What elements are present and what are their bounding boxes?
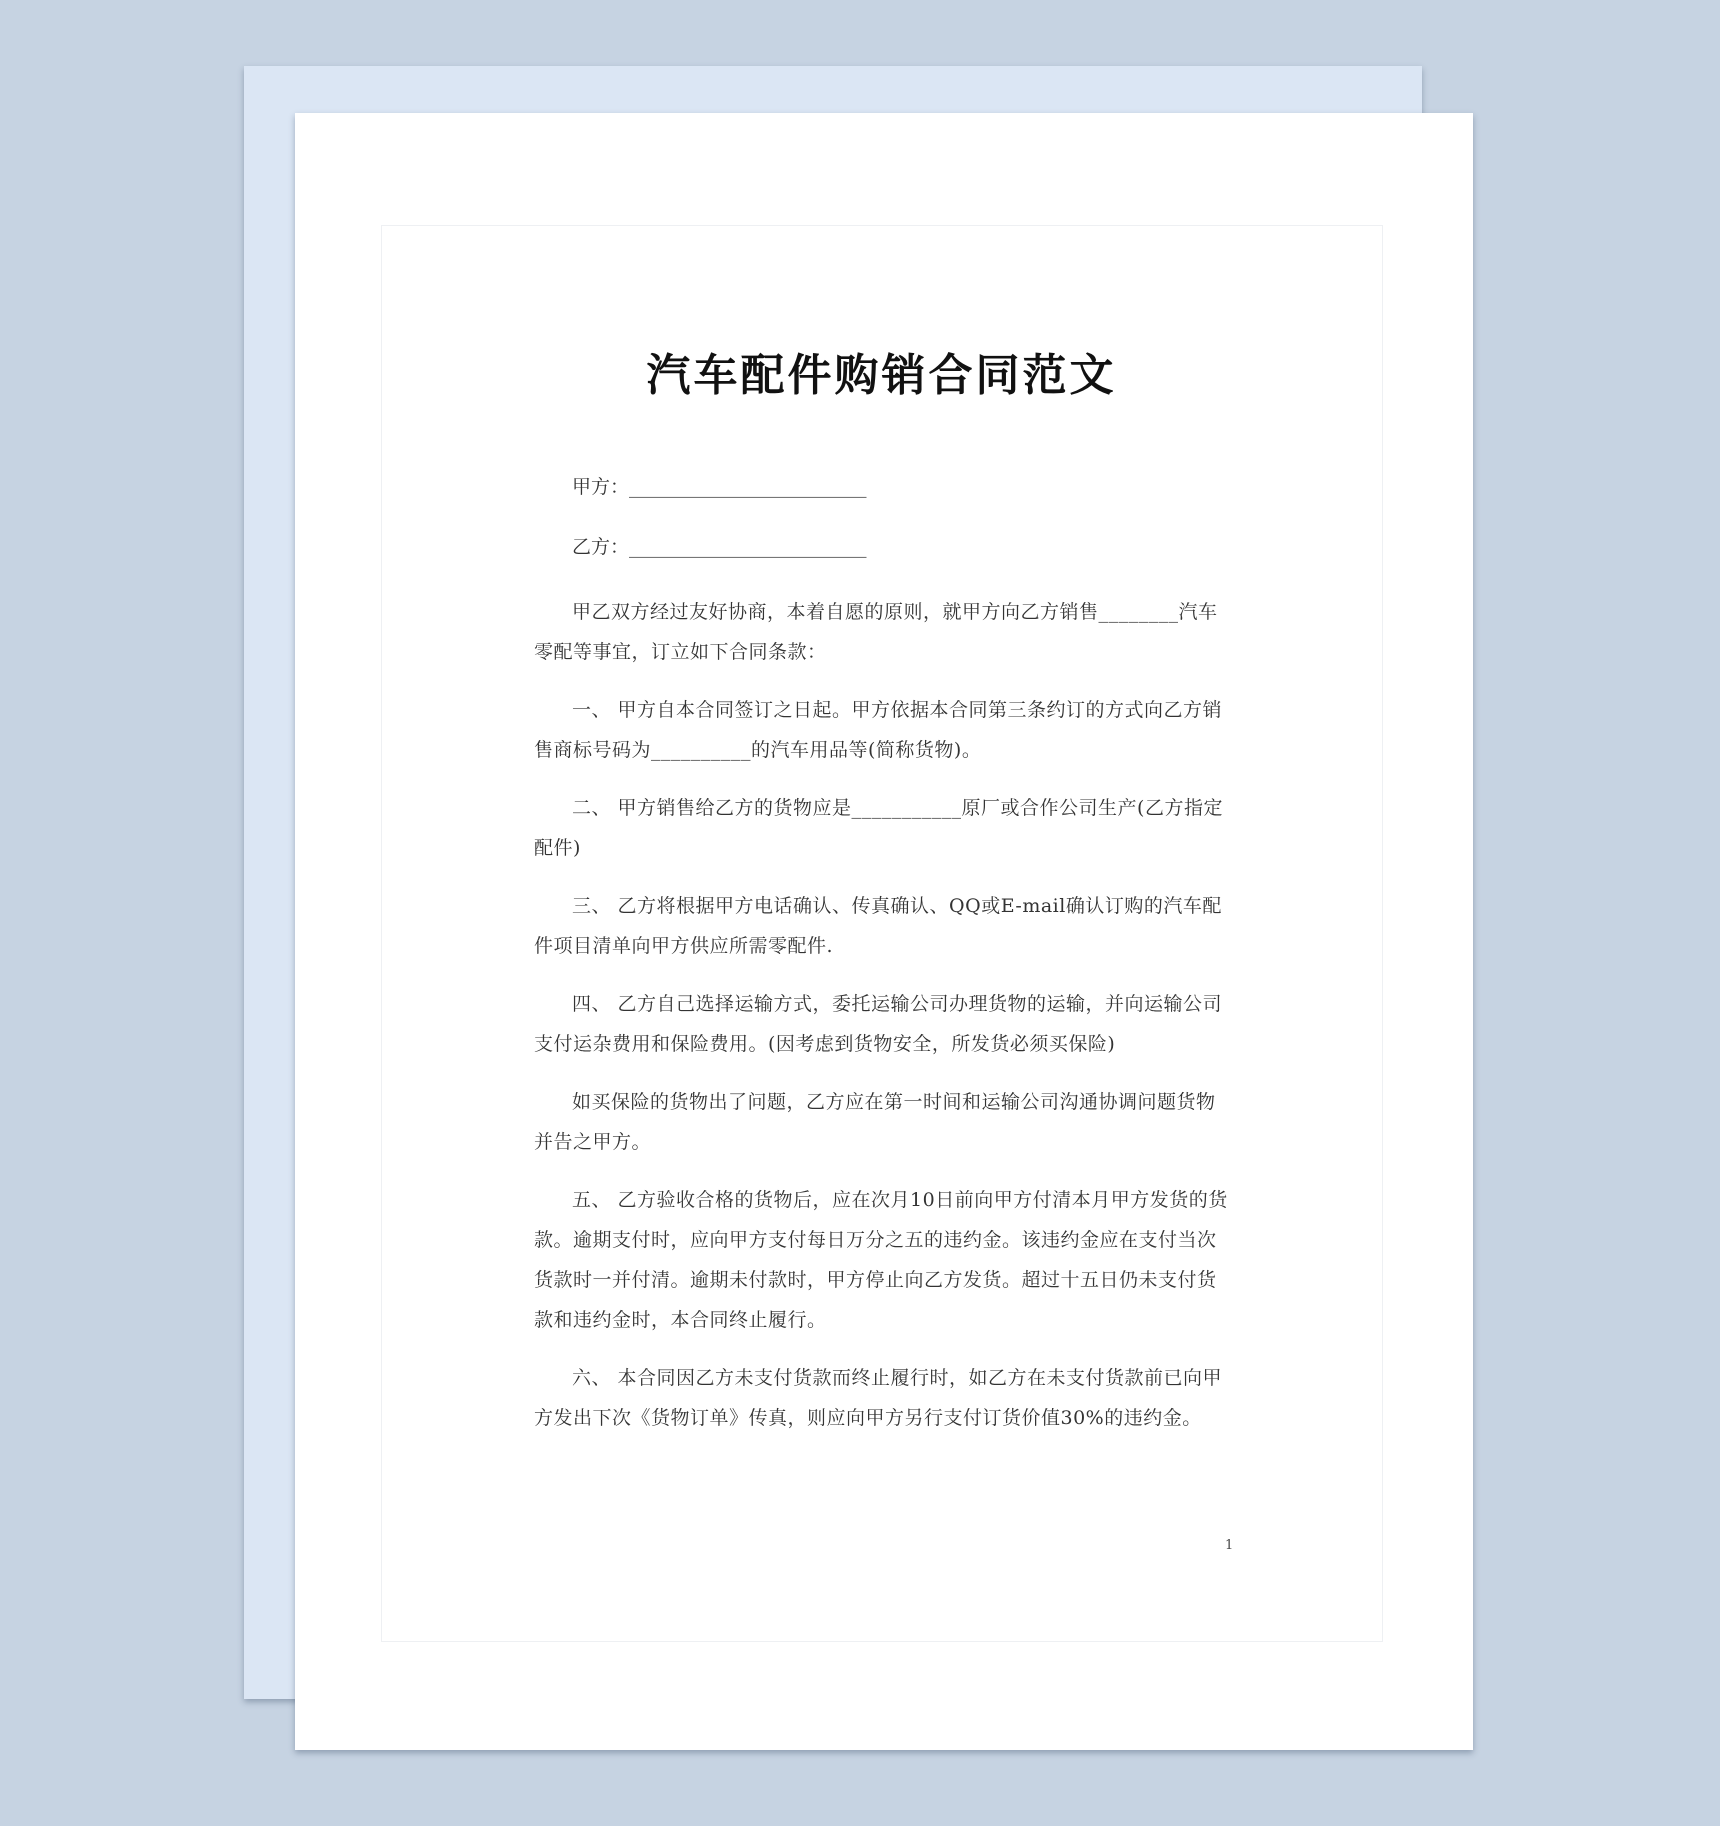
party-b-line: 乙方：_________________________	[572, 536, 867, 558]
clause-2: 二、 甲方销售给乙方的货物应是___________原厂或合作公司生产(乙方指定配件)	[534, 797, 1223, 859]
clause-6: 六、 本合同因乙方未支付货款而终止履行时，如乙方在未支付货款前已向甲方发出下次《货物订单》传真，则应向甲方另行支付订货价值30%的违约金。	[534, 1367, 1223, 1429]
clause-3: 三、 乙方将根据甲方电话确认、传真确认、QQ或E-mail确认订购的汽车配件项目清单向甲方供应所需零配件.	[534, 895, 1222, 957]
document-page	[295, 113, 1473, 1750]
page-number: 1	[1225, 1538, 1234, 1553]
document-body	[534, 346, 1229, 1456]
clause-4-note: 如买保险的货物出了问题，乙方应在第一时间和运输公司沟通协调问题货物并告之甲方。	[534, 1091, 1216, 1153]
clause-4: 四、 乙方自己选择运输方式，委托运输公司办理货物的运输，并向运输公司支付运杂费用和保险费用。(因考虑到货物安全，所发货必须买保险)	[534, 993, 1223, 1055]
intro-paragraph: 甲乙双方经过友好协商，本着自愿的原则，就甲方向乙方销售________汽车零配等事宜，订立如下合同条款：	[534, 601, 1218, 663]
clause-1: 一、 甲方自本合同签订之日起。甲方依据本合同第三条约订的方式向乙方销售商标号码为__________的汽车用品等(简称货物)。	[534, 699, 1223, 761]
clause-5: 五、 乙方验收合格的货物后，应在次月10日前向甲方付清本月甲方发货的货款。逾期支付时，应向甲方支付每日万分之五的违约金。该违约金应在支付当次货款时一并付清。逾期未付款时，甲方停止向乙方发货。超过十五日仍未支付货款和违约金时，本合同终止履行。	[534, 1189, 1228, 1331]
document-title: 汽车配件购销合同范文	[646, 350, 1117, 401]
party-a-line: 甲方：_________________________	[572, 476, 867, 498]
